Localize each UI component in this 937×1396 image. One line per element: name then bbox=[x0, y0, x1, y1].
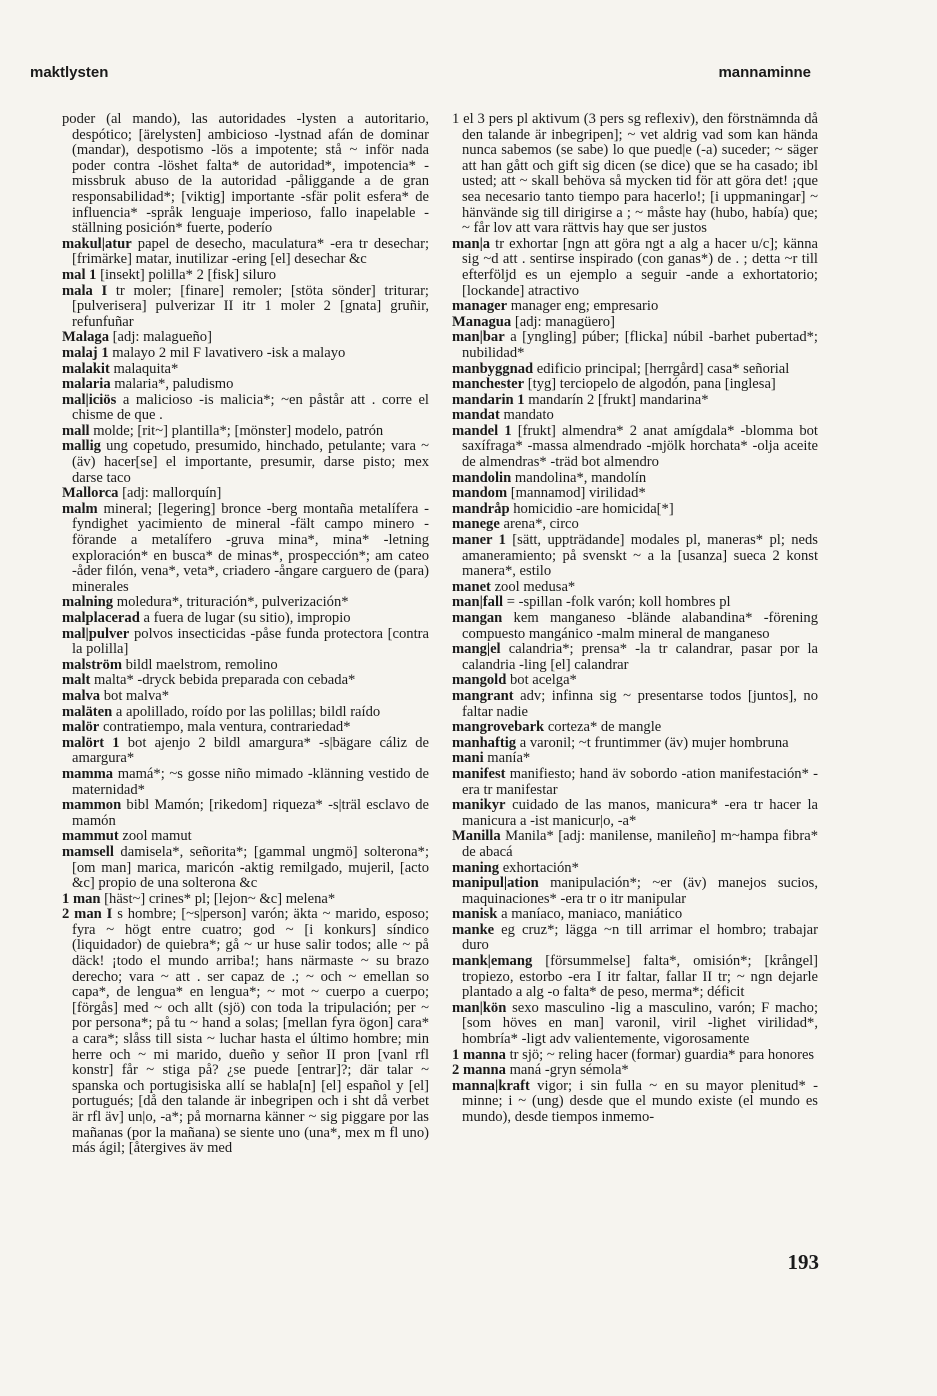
dictionary-entry bbox=[62, 658, 429, 674]
dictionary-entry bbox=[62, 736, 429, 767]
entry-definition: arena*, circo bbox=[499, 516, 579, 533]
entry-headword: 2 manna bbox=[452, 1062, 506, 1079]
dictionary-entry bbox=[452, 673, 818, 689]
entry-definition: a maníaco, maniaco, maniático bbox=[497, 906, 683, 923]
entry-definition: cuidado de las manos, manicura* -era tr hacer la manicura a -ist manicur|o, -a* bbox=[462, 797, 818, 829]
entry-headword: mammon bbox=[62, 797, 122, 814]
dictionary-entry bbox=[62, 439, 429, 486]
entry-definition: malaria*, paludismo bbox=[110, 376, 234, 393]
entry-headword: 1 manna bbox=[452, 1046, 506, 1063]
entry-definition: [sätt, uppträdande] modales pl, maneras* pl; neds amaneramiento; på svenskt ~ a la [usanza] sueca 2 konst manera*, estilo bbox=[462, 532, 818, 580]
dictionary-entry bbox=[62, 393, 429, 424]
entry-definition: = -spillan -folk varón; koll hombres pl bbox=[503, 594, 731, 611]
dictionary-entry bbox=[62, 907, 429, 1157]
dictionary-entry bbox=[452, 1001, 818, 1048]
dictionary-entry bbox=[452, 362, 818, 378]
entry-headword: malning bbox=[62, 594, 114, 611]
entry-headword: malaj 1 bbox=[62, 344, 109, 361]
dictionary-entry bbox=[452, 861, 818, 877]
dictionary-entry bbox=[452, 533, 818, 580]
dictionary-entry bbox=[452, 1063, 818, 1079]
entry-definition: mamá*; ~s gosse niño mimado -klänning vestido de maternidad* bbox=[72, 765, 429, 798]
dictionary-entry bbox=[452, 502, 818, 518]
entry-headword: maläten bbox=[62, 703, 113, 720]
entry-headword: mangrant bbox=[452, 687, 514, 704]
entry-headword: makul|atur bbox=[62, 235, 132, 252]
entry-headword: 1 man bbox=[62, 890, 101, 907]
entry-headword: maner 1 bbox=[452, 532, 506, 549]
entry-headword: malakit bbox=[62, 360, 110, 377]
entry-headword: Malaga bbox=[62, 329, 110, 346]
entry-definition: s hombre; [~s|person] varón; äkta ~ marido, esposo; fyra ~ högt entre cuatro; god ~ [i konkurs] síndico (liquidador) de quiebra*; gå ~ ur huse salir todos; alle ~ på däck! ¡todo el mundo arriba!; hans närmaste ~ su brazo derecho; vara ~ att . ser capaz de .; ~ och ~ emellan so capa*, de lengua* en lengua*; ~ mot ~ cuerpo a cuerpo; [förgås] med ~ och allt (sjö) con toda la tripulación; per ~ por persona*; på tu ~ hand a solas; [mellan fyra ögon] cara* a cara*; slåss till sista ~ luchar hasta el último hombre; min herre och ~ mi marido, dueño y señor II pron [vanl rfl konstr] får ~ stiga på? ¿se puede [entrar]?; där talar ~ spanska och portugisiska allí se habla[n] [el] español y [el] portugués; [då den talande är inbegripen och i sht då verbet är rfl äv] un|o, -a*; på mornarna känner ~ sig piggare por las mañanas (por la mañana) se siente uno (una*, mex m fl uno) más ágil; [återgives äv med bbox=[72, 906, 430, 1157]
dictionary-entry bbox=[62, 689, 429, 705]
dictionary-entry bbox=[452, 736, 818, 752]
entry-definition: [adj: malagueño] bbox=[109, 329, 212, 346]
dictionary-entry bbox=[452, 876, 818, 907]
entry-definition: ung copetudo, presumido, hinchado, petulante; vara ~ (äv) hacer[se] el importante, presumir, darse pisto; mex darse taco bbox=[72, 438, 429, 486]
dictionary-entry bbox=[452, 330, 818, 361]
entry-headword: man|kön bbox=[452, 999, 507, 1016]
entry-headword: mall bbox=[62, 422, 90, 439]
entry-headword: malm bbox=[62, 500, 98, 517]
dictionary-entry bbox=[62, 829, 429, 845]
entry-definition: sexo masculino -lig a masculino, varón; F macho; [som höves en man] varonil, viril -lighet virilidad*, hombría* -ligt adv valientemente, vigorosamente bbox=[462, 999, 818, 1048]
entry-headword: manifest bbox=[452, 765, 506, 782]
entry-headword: mal|iciös bbox=[62, 391, 117, 408]
entry-headword: malört 1 bbox=[62, 734, 120, 751]
entry-definition: bot malva* bbox=[100, 687, 170, 704]
dictionary-entry bbox=[62, 284, 429, 331]
entry-definition: bot acelga* bbox=[506, 672, 577, 689]
entry-definition: mineral; [legering] bronce -berg montaña metalífera -fyndighet yacimiento de mineral -fält campo minero -förande a metalífero -gruva mina*, mina* -letning exploración* en busca* de minas*, prospección*; am cateo -åder filón, vena*, veta*, criadero -ångare carguero de (para) minerales bbox=[72, 500, 429, 595]
right-guide-word: mannaminne bbox=[718, 64, 811, 81]
entry-definition: bibl Mamón; [rikedom] riqueza* -s|träl esclavo de mamón bbox=[72, 797, 429, 829]
entry-headword: mangold bbox=[452, 672, 507, 689]
entry-headword: mamsell bbox=[62, 843, 114, 860]
dictionary-entry bbox=[62, 892, 429, 908]
entry-definition: bildl maelstrom, remolino bbox=[121, 656, 278, 673]
entry-definition: damisela*, señorita*; [gammal ungmö] solterona*; [om man] marica, maricón -aktig remilgado, mujeril, [acto &c] propio de una solterona &c bbox=[72, 843, 429, 892]
dictionary-entry bbox=[62, 502, 429, 596]
entry-headword: manet bbox=[452, 578, 491, 595]
entry-headword: malplacerad bbox=[62, 610, 140, 626]
entry-headword: 2 man I bbox=[62, 906, 113, 923]
entry-definition: adv; infinna sig ~ presentarse todos [juntos], no faltar nadie bbox=[462, 687, 818, 720]
dictionary-entry bbox=[62, 377, 429, 393]
entry-definition: a fuera de lugar (su sitio), impropio bbox=[139, 610, 351, 626]
entry-headword: mandråp bbox=[452, 500, 510, 517]
entry-headword: man|bar bbox=[452, 329, 505, 346]
entry-headword: maning bbox=[452, 859, 500, 876]
dictionary-entry bbox=[452, 315, 818, 331]
entry-headword: man|a bbox=[452, 235, 491, 252]
entry-headword: mandom bbox=[452, 485, 508, 502]
entry-definition: [tyg] terciopelo de algodón, pana [inglesa] bbox=[524, 376, 776, 393]
entry-definition: vigor; i sin fulla ~ en su mayor plenitud* -minne; i ~ (ung) desde que el mundo existe (el mundo es mundo), desde tiempos inmemo- bbox=[462, 1077, 818, 1125]
entry-headword: mal 1 bbox=[62, 266, 97, 283]
entry-headword: mandat bbox=[452, 407, 500, 424]
entry-definition: mandolina*, mandolín bbox=[511, 469, 647, 486]
entry-headword: mani bbox=[452, 750, 484, 767]
entry-headword: manikyr bbox=[452, 797, 506, 814]
dictionary-entry bbox=[452, 517, 818, 533]
entry-headword: malör bbox=[62, 719, 100, 736]
dictionary-entry bbox=[452, 393, 818, 409]
entry-definition: [mannamod] virilidad* bbox=[507, 485, 646, 502]
entry-headword: man|fall bbox=[452, 594, 504, 611]
entry-headword: malström bbox=[62, 656, 122, 673]
entry-headword: malt bbox=[62, 672, 91, 689]
entry-headword: manager bbox=[452, 298, 508, 315]
entry-headword: mandarin 1 bbox=[452, 391, 525, 408]
entry-headword: malaria bbox=[62, 376, 111, 393]
dictionary-entry bbox=[62, 112, 429, 237]
dictionary-entry bbox=[62, 595, 429, 611]
entry-headword: manege bbox=[452, 516, 500, 533]
entry-definition: contratiempo, mala ventura, contrariedad* bbox=[99, 719, 351, 736]
left-guide-word: maktlysten bbox=[30, 64, 109, 81]
entry-headword: mangan bbox=[452, 610, 503, 626]
entry-headword: mandolin bbox=[452, 469, 512, 486]
page-number: 193 bbox=[787, 1250, 819, 1274]
entry-headword: Manilla bbox=[452, 828, 501, 845]
dictionary-entry bbox=[62, 720, 429, 736]
entry-definition: tr sjö; ~ reling hacer (formar) guardia* para honores bbox=[505, 1046, 815, 1063]
dictionary-entry bbox=[452, 767, 818, 798]
entry-headword: malva bbox=[62, 687, 101, 704]
entry-headword: mandel 1 bbox=[452, 422, 512, 439]
entry-definition: homicidio -are homicida[*] bbox=[509, 500, 674, 517]
entry-definition: mandarín 2 [frukt] mandarina* bbox=[524, 391, 709, 408]
entry-definition: maná -gryn sémola* bbox=[505, 1062, 629, 1079]
dictionary-entry bbox=[452, 611, 818, 642]
entry-headword: manchester bbox=[452, 376, 525, 393]
dictionary-entry bbox=[62, 424, 429, 440]
dictionary-entry bbox=[62, 705, 429, 721]
entry-definition: a varonil; ~t fruntimmer (äv) mujer hombruna bbox=[516, 734, 789, 751]
dictionary-entry bbox=[452, 471, 818, 487]
dictionary-entry bbox=[452, 486, 818, 502]
entry-definition: moledura*, trituración*, pulverización* bbox=[113, 594, 349, 611]
entry-headword: mala I bbox=[62, 282, 108, 299]
entry-definition: calandria*; prensa* -la tr calandrar, pasar por la calandria -ling [el] calandrar bbox=[462, 641, 818, 673]
entry-definition: 1 el 3 pers pl aktivum (3 pers sg reflexiv), den förstnämnda då den talande är inbegripen]; ~ vet aldrig vad som kan hända nunca sabemos (se sabe) lo que pued|e (-a) suceder; ~ säger att han gått och gift sig dicen (se dice) que se ha casado; ibl usted; att ~ skall behöva så mycken tid för att göra det! ¡que sea necesario tanto tiempo para hacerlo!; [i uppmaningar] ~ hänvände sig till dirigirse a ; ~ måste hay (hubo, había) que; ~ får lov att vara rättvis hay que ser justos bbox=[452, 111, 818, 237]
entry-definition: manía* bbox=[483, 750, 531, 767]
entry-definition: manager eng; empresario bbox=[507, 298, 659, 315]
entry-headword: manke bbox=[452, 921, 495, 938]
entry-definition: malayo 2 mil F lavativero -isk a malayo bbox=[108, 344, 346, 361]
dictionary-entry bbox=[452, 798, 818, 829]
entry-definition: eg cruz*; lägga ~n till arrimar el hombro; trabajar duro bbox=[462, 921, 818, 954]
entry-definition: tr exhortar [ngn att göra ngt a alg a hacer u/c]; känna sig ~d att . sentirse inspirado (con ganas*) de . ; detta ~r till efterföljd es un ejemplo a seguir -ande a exhortatorio; [lockande] atractivo bbox=[462, 235, 818, 299]
dictionary-entry bbox=[452, 1079, 818, 1126]
right-column bbox=[452, 112, 818, 1126]
dictionary-entry bbox=[452, 689, 818, 720]
entry-definition: edificio principal; [herrgård] casa* señorial bbox=[533, 360, 790, 377]
entry-definition: bot ajenjo 2 bildl amargura* -s|bägare cáliz de amargura* bbox=[72, 734, 430, 767]
entry-definition: manifiesto; hand äv sobordo -ation manifestación* -era tr manifestar bbox=[462, 765, 818, 798]
dictionary-entry bbox=[62, 362, 429, 378]
entry-definition: corteza* de mangle bbox=[544, 719, 662, 736]
dictionary-entry bbox=[62, 627, 429, 658]
entry-definition: a apolillado, roído por las polillas; bildl raído bbox=[112, 703, 381, 720]
entry-definition: [adj: mallorquín] bbox=[118, 485, 222, 502]
entry-definition: Manila* [adj: manilense, manileño] m~hampa fibra* de abacá bbox=[462, 828, 818, 860]
dictionary-entry bbox=[452, 829, 818, 860]
entry-headword: Mallorca bbox=[62, 485, 119, 502]
dictionary-entry bbox=[452, 720, 818, 736]
entry-headword: mal|pulver bbox=[62, 625, 130, 642]
dictionary-entry bbox=[62, 673, 429, 689]
entry-headword: manna|kraft bbox=[452, 1077, 530, 1094]
entry-definition: zool medusa* bbox=[490, 578, 576, 595]
dictionary-entry bbox=[452, 112, 818, 237]
entry-definition: polvos insecticidas -påse funda protectora [contra la polilla] bbox=[72, 625, 429, 658]
entry-definition: manipulación*; ~er (äv) manejos sucios, maquinaciones* -era tr o itr manipular bbox=[462, 875, 818, 907]
entry-headword: Managua bbox=[452, 313, 512, 330]
entry-definition: a [yngling] púber; [flicka] núbil -barhet pubertad*; nubilidad* bbox=[462, 329, 818, 361]
entry-headword: mamma bbox=[62, 765, 114, 782]
dictionary-entry bbox=[452, 907, 818, 923]
entry-definition: exhortación* bbox=[499, 859, 579, 876]
entry-definition: poder (al mando), las autoridades -lysten a autoritario, despótico; [ärelysten] ambicioso -lystnad afán de dominar (mandar), despotismo -lös a impotente; stå ~ inför nada poder contra -löshet falta* de autoridad*, impotencia* -missbruk abuso de la autoridad -påliggande a de gran responsabilidad*; [viktig] importante -sfär polit esfera* de influencia* -språk lenguaje imperioso, fallo inapelable -ställning posición* fuerte, poderío bbox=[62, 111, 429, 237]
dictionary-entry bbox=[452, 299, 818, 315]
entry-definition: tr moler; [finare] remoler; [stöta sönder] triturar; [pulverisera] pulverizar II itr 1 moler 2 [gnata] gruñir, refunfuñar bbox=[72, 282, 429, 330]
dictionary-entry bbox=[452, 923, 818, 954]
dictionary-entry bbox=[62, 611, 429, 627]
entry-definition: [försummelse] falta*, omisión*; [krångel] tropiezo, estorbo -era I itr faltar, fallar II tr; ~ ngn dejarle plantado a alg -o falta* de peso, merma*; déficit bbox=[462, 953, 818, 1001]
dictionary-entry bbox=[452, 237, 818, 299]
entry-headword: mammut bbox=[62, 828, 119, 845]
entry-headword: mang|el bbox=[452, 641, 501, 658]
entry-definition: zool mamut bbox=[118, 828, 192, 845]
entry-definition: mandato bbox=[499, 407, 554, 424]
entry-headword: mallig bbox=[62, 438, 101, 455]
entry-headword: mank|emang bbox=[452, 953, 533, 970]
dictionary-entry bbox=[452, 642, 818, 673]
dictionary-entry bbox=[62, 268, 429, 284]
dictionary-entry bbox=[452, 954, 818, 1001]
entry-headword: manbyggnad bbox=[452, 360, 534, 377]
entry-definition: [frukt] almendra* 2 anat amígdala* -blomma bot saxífraga* -massa almendrado -mjölk horchata* -olja aceite de almendras* -träd bot almendro bbox=[462, 422, 818, 471]
entry-headword: manhaftig bbox=[452, 734, 517, 751]
entry-headword: manipul|ation bbox=[452, 875, 539, 892]
entry-definition: a malicioso -is malicia*; ~en påstår att . corre el chisme de que . bbox=[72, 391, 429, 424]
dictionary-entry bbox=[62, 845, 429, 892]
entry-definition: molde; [rit~] plantilla*; [mönster] modelo, patrón bbox=[89, 422, 384, 439]
dictionary-entry bbox=[452, 751, 818, 767]
dictionary-entry bbox=[62, 237, 429, 268]
entry-definition: kem manganeso -blände alabandina* -förening compuesto mangánico -malm mineral de manganeso bbox=[462, 610, 818, 642]
dictionary-entry bbox=[62, 346, 429, 362]
dictionary-entry bbox=[452, 377, 818, 393]
dictionary-entry bbox=[62, 798, 429, 829]
dictionary-entry bbox=[452, 424, 818, 471]
dictionary-entry bbox=[62, 767, 429, 798]
entry-definition: [adj: managüero] bbox=[511, 313, 615, 330]
entry-definition: malaquita* bbox=[109, 360, 179, 377]
dictionary-entry bbox=[452, 595, 818, 611]
dictionary-entry bbox=[452, 580, 818, 596]
entry-definition: malta* -dryck bebida preparada con cebada* bbox=[90, 672, 356, 689]
dictionary-entry bbox=[62, 330, 429, 346]
entry-definition: [häst~] crines* pl; [lejon~ &c] melena* bbox=[100, 890, 336, 907]
entry-definition: [insekt] polilla* 2 [fisk] siluro bbox=[96, 266, 277, 283]
entry-headword: mangrovebark bbox=[452, 719, 545, 736]
dictionary-entry bbox=[452, 1048, 818, 1064]
left-column bbox=[62, 112, 429, 1157]
dictionary-entry bbox=[62, 486, 429, 502]
entry-definition: papel de desecho, maculatura* -era tr desechar; [frimärke] matar, inutilizar -ering [el] desechar &c bbox=[72, 235, 429, 268]
entry-headword: manisk bbox=[452, 906, 498, 923]
dictionary-entry bbox=[452, 408, 818, 424]
